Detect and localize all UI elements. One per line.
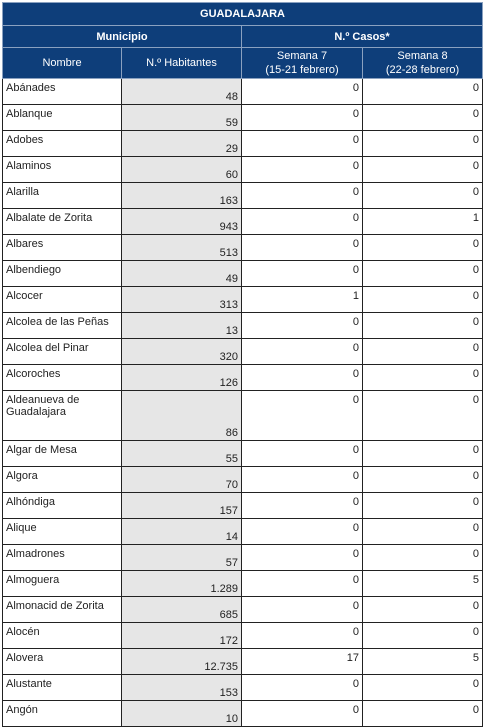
municipio-name-cell: Alhóndiga <box>3 493 122 519</box>
habitantes-cell: 1.289 <box>122 571 242 597</box>
habitantes-cell: 48 <box>122 79 242 105</box>
semana8-cases-cell: 0 <box>363 467 483 493</box>
semana8-cases-cell: 5 <box>363 649 483 675</box>
table-row <box>3 235 483 261</box>
habitantes-cell: 513 <box>122 235 242 261</box>
municipio-name-cell: Ablanque <box>3 105 122 131</box>
municipio-name-cell: Alovera <box>3 649 122 675</box>
municipio-name-cell: Almonacid de Zorita <box>3 597 122 623</box>
municipio-name-cell: Albares <box>3 235 122 261</box>
municipio-name-cell: Albendiego <box>3 261 122 287</box>
municipio-name-cell: Aldeanueva de Guadalajara <box>3 391 122 441</box>
cases-table <box>2 2 483 727</box>
habitantes-cell: 59 <box>122 105 242 131</box>
table-row <box>3 391 483 441</box>
semana7-cases-cell: 0 <box>242 701 363 727</box>
semana7-cases-cell: 0 <box>242 365 363 391</box>
semana7-cases-cell: 0 <box>242 623 363 649</box>
semana7-cases-cell: 0 <box>242 313 363 339</box>
semana8-cases-cell: 0 <box>363 105 483 131</box>
table-row <box>3 131 483 157</box>
habitantes-cell: 29 <box>122 131 242 157</box>
semana7-cases-cell: 0 <box>242 105 363 131</box>
semana8-cases-cell: 0 <box>363 545 483 571</box>
table-row <box>3 623 483 649</box>
semana7-cases-cell: 0 <box>242 467 363 493</box>
table-row <box>3 441 483 467</box>
semana8-cases-cell: 0 <box>363 597 483 623</box>
semana8-cases-cell: 0 <box>363 261 483 287</box>
semana7-range: (15-21 febrero) <box>265 64 339 76</box>
municipio-name-cell: Albalate de Zorita <box>3 209 122 235</box>
table-row <box>3 545 483 571</box>
semana7-label: Semana 7 <box>276 50 328 62</box>
table-title: GUADALAJARA <box>3 3 483 26</box>
habitantes-cell: 313 <box>122 287 242 313</box>
habitantes-cell: 943 <box>122 209 242 235</box>
semana8-cases-cell: 0 <box>363 441 483 467</box>
semana8-cases-cell: 0 <box>363 235 483 261</box>
semana7-cases-cell: 0 <box>242 597 363 623</box>
habitantes-cell: 320 <box>122 339 242 365</box>
habitantes-cell: 157 <box>122 493 242 519</box>
municipio-name-cell: Alocén <box>3 623 122 649</box>
municipio-name-cell: Alique <box>3 519 122 545</box>
column-header-semana8 <box>363 48 483 79</box>
group-header-casos: N.º Casos* <box>242 26 483 48</box>
municipio-name-cell: Algar de Mesa <box>3 441 122 467</box>
municipio-name-cell: Alcolea del Pinar <box>3 339 122 365</box>
municipio-name-cell: Abánades <box>3 79 122 105</box>
semana7-cases-cell: 0 <box>242 519 363 545</box>
column-header-semana7 <box>242 48 363 79</box>
table-row <box>3 649 483 675</box>
semana8-cases-cell: 0 <box>363 183 483 209</box>
municipio-name-cell: Almoguera <box>3 571 122 597</box>
semana8-label: Semana 8 <box>397 50 448 62</box>
habitantes-cell: 10 <box>122 701 242 727</box>
semana8-cases-cell: 1 <box>363 209 483 235</box>
table-header <box>3 3 483 79</box>
table-row <box>3 339 483 365</box>
table-row <box>3 313 483 339</box>
semana8-cases-cell: 0 <box>363 519 483 545</box>
habitantes-cell: 60 <box>122 157 242 183</box>
habitantes-cell: 86 <box>122 391 242 441</box>
semana7-cases-cell: 0 <box>242 391 363 441</box>
habitantes-cell: 57 <box>122 545 242 571</box>
table-row <box>3 79 483 105</box>
semana8-cases-cell: 0 <box>363 339 483 365</box>
municipio-name-cell: Alcolea de las Peñas <box>3 313 122 339</box>
table-row <box>3 675 483 701</box>
semana8-cases-cell: 5 <box>363 571 483 597</box>
table-row <box>3 597 483 623</box>
table-row <box>3 365 483 391</box>
table-row <box>3 261 483 287</box>
semana8-cases-cell: 0 <box>363 313 483 339</box>
semana8-cases-cell: 0 <box>363 623 483 649</box>
semana8-cases-cell: 0 <box>363 391 483 441</box>
habitantes-cell: 55 <box>122 441 242 467</box>
habitantes-cell: 126 <box>122 365 242 391</box>
semana7-cases-cell: 0 <box>242 441 363 467</box>
semana7-cases-cell: 0 <box>242 131 363 157</box>
semana8-cases-cell: 0 <box>363 131 483 157</box>
semana7-cases-cell: 0 <box>242 183 363 209</box>
semana7-cases-cell: 0 <box>242 79 363 105</box>
semana7-cases-cell: 0 <box>242 545 363 571</box>
semana7-cases-cell: 17 <box>242 649 363 675</box>
table-row <box>3 209 483 235</box>
table-row <box>3 157 483 183</box>
semana8-cases-cell: 0 <box>363 157 483 183</box>
semana8-cases-cell: 0 <box>363 701 483 727</box>
municipio-name-cell: Adobes <box>3 131 122 157</box>
column-header-habitantes: N.º Habitantes <box>122 48 242 79</box>
table-row <box>3 105 483 131</box>
habitantes-cell: 70 <box>122 467 242 493</box>
table-row <box>3 571 483 597</box>
table-body <box>3 79 483 727</box>
municipio-name-cell: Alcocer <box>3 287 122 313</box>
habitantes-cell: 685 <box>122 597 242 623</box>
municipio-name-cell: Algora <box>3 467 122 493</box>
table-row <box>3 493 483 519</box>
semana7-cases-cell: 0 <box>242 571 363 597</box>
group-header-municipio: Municipio <box>3 26 242 48</box>
semana7-cases-cell: 0 <box>242 675 363 701</box>
table-row <box>3 183 483 209</box>
municipio-name-cell: Alaminos <box>3 157 122 183</box>
habitantes-cell: 12.735 <box>122 649 242 675</box>
municipio-name-cell: Alarilla <box>3 183 122 209</box>
semana8-cases-cell: 0 <box>363 675 483 701</box>
habitantes-cell: 163 <box>122 183 242 209</box>
semana7-cases-cell: 0 <box>242 261 363 287</box>
municipio-name-cell: Alustante <box>3 675 122 701</box>
habitantes-cell: 49 <box>122 261 242 287</box>
semana8-cases-cell: 0 <box>363 493 483 519</box>
semana7-cases-cell: 0 <box>242 493 363 519</box>
municipio-name-cell: Angón <box>3 701 122 727</box>
column-header-nombre: Nombre <box>3 48 122 79</box>
table-row <box>3 519 483 545</box>
semana7-cases-cell: 1 <box>242 287 363 313</box>
table-row <box>3 467 483 493</box>
semana7-cases-cell: 0 <box>242 209 363 235</box>
habitantes-cell: 172 <box>122 623 242 649</box>
municipio-name-cell: Almadrones <box>3 545 122 571</box>
habitantes-cell: 153 <box>122 675 242 701</box>
semana8-cases-cell: 0 <box>363 287 483 313</box>
cases-table-container <box>2 2 482 727</box>
habitantes-cell: 14 <box>122 519 242 545</box>
semana8-range: (22-28 febrero) <box>385 64 460 76</box>
municipio-name-cell: Alcoroches <box>3 365 122 391</box>
table-row <box>3 701 483 727</box>
habitantes-cell: 13 <box>122 313 242 339</box>
semana7-cases-cell: 0 <box>242 235 363 261</box>
table-row <box>3 287 483 313</box>
semana8-cases-cell: 0 <box>363 79 483 105</box>
semana8-cases-cell: 0 <box>363 365 483 391</box>
semana7-cases-cell: 0 <box>242 339 363 365</box>
semana7-cases-cell: 0 <box>242 157 363 183</box>
